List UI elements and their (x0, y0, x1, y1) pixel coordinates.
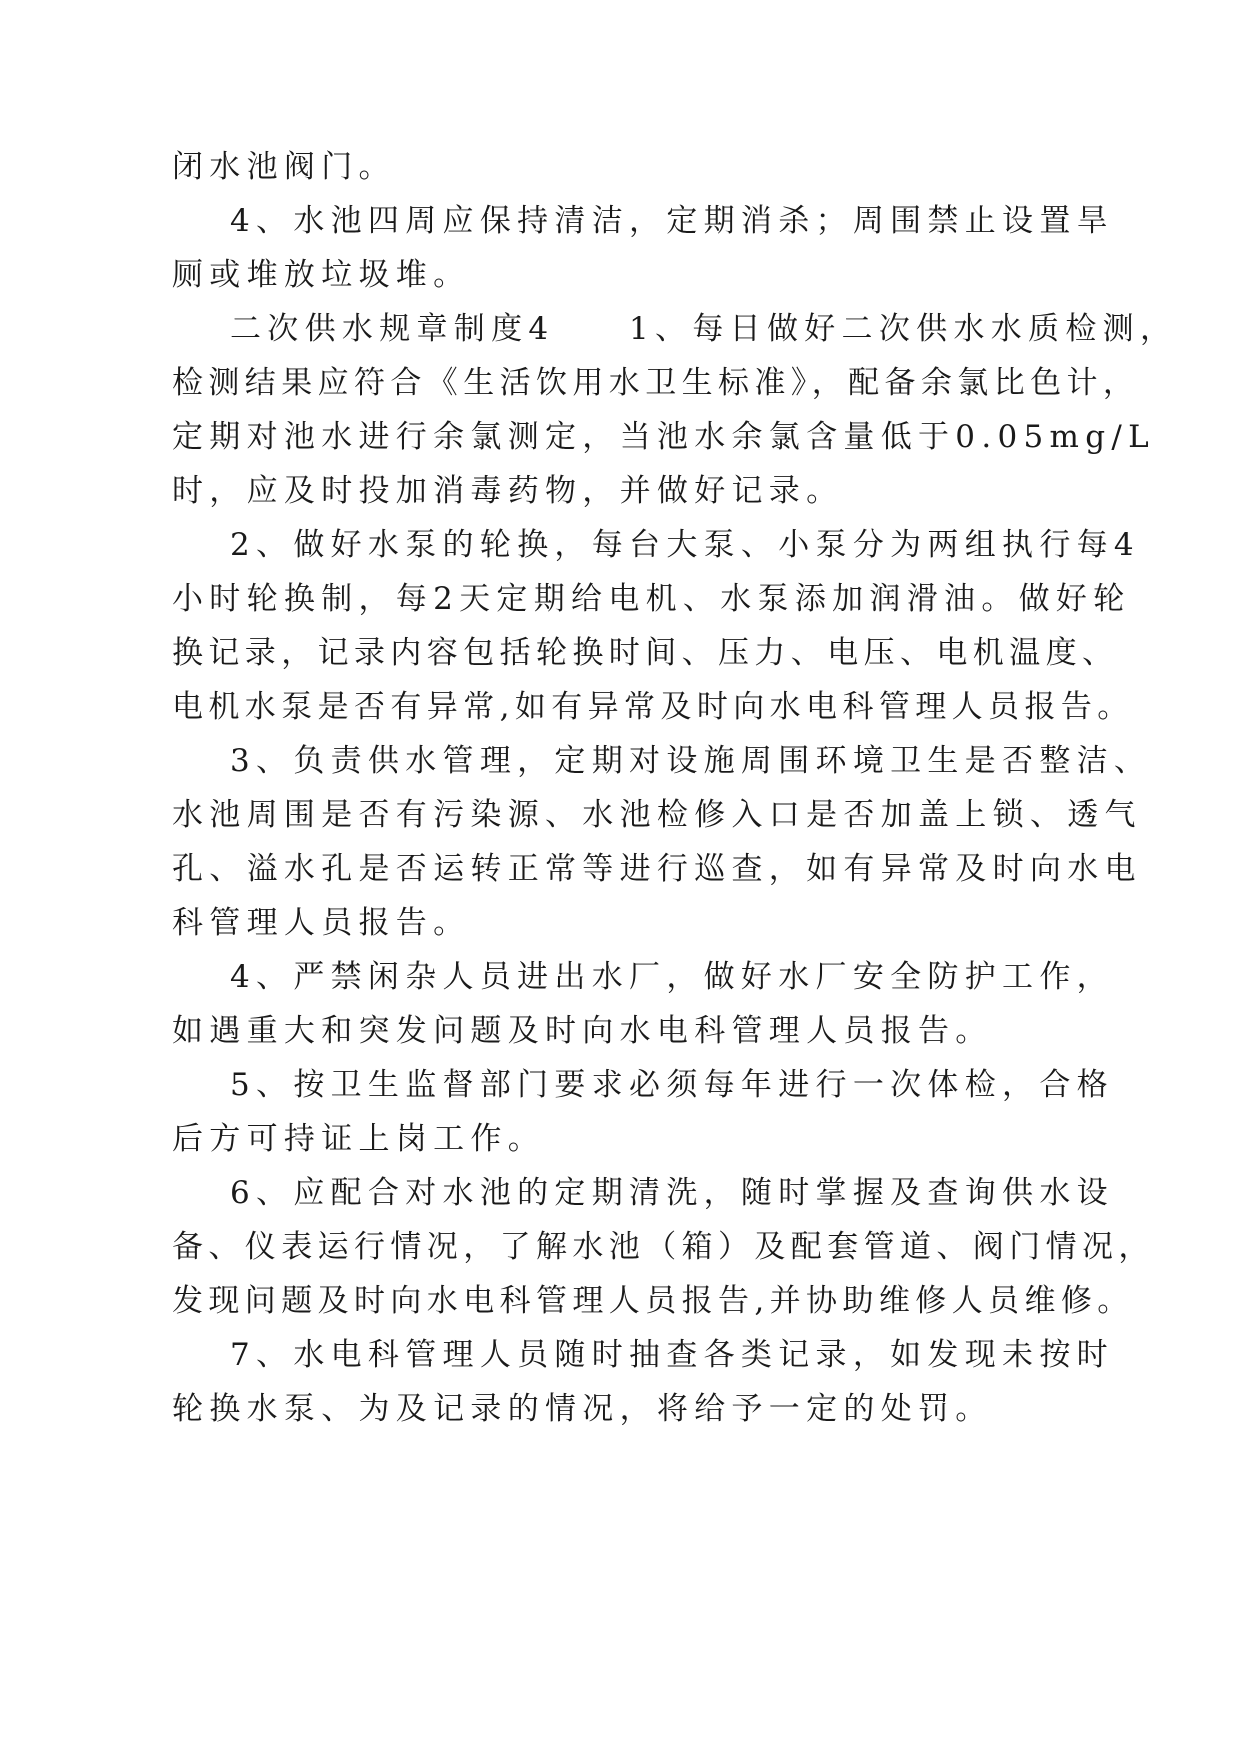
text-line: 3、负责供水管理，定期对设施周围环境卫生是否整洁、 (230, 743, 1152, 779)
text-line: 孔、溢水孔是否运转正常等进行巡查，如有异常及时向水电 (172, 851, 1142, 887)
text-line: 7、水电科管理人员随时抽查各类记录，如发现未按时 (230, 1337, 1114, 1373)
text-line: 6、应配合对水池的定期清洗，随时掌握及查询供水设 (230, 1175, 1114, 1211)
text-line: 后方可持证上岗工作。 (172, 1121, 545, 1157)
text-line: 备、仪表运行情况，了解水池（箱）及配套管道、阀门情况， (172, 1229, 1155, 1265)
text-line: 4、水池四周应保持清洁，定期消杀；周围禁止设置旱 (230, 203, 1114, 239)
text-line: 科管理人员报告。 (172, 905, 471, 941)
text-line: 时，应及时投加消毒药物，并做好记录。 (172, 473, 844, 509)
text-line: 5、按卫生监督部门要求必须每年进行一次体检，合格 (230, 1067, 1114, 1103)
text-line: 2、做好水泵的轮换，每台大泵、小泵分为两组执行每4 (230, 527, 1140, 563)
text-line: 检测结果应符合《生活饮用水卫生标准》，配备余氯比色计， (172, 365, 1140, 401)
text-line: 电机水泵是否有异常,如有异常及时向水电科管理人员报告。 (172, 689, 1134, 725)
text-line: 闭水池阀门。 (172, 149, 396, 185)
text-line: 定期对池水进行余氯测定，当池水余氯含量低于0.05mg/L (172, 419, 1155, 455)
text-line: 4、严禁闲杂人员进出水厂，做好水厂安全防护工作， (230, 959, 1114, 995)
text-line: 发现问题及时向水电科管理人员报告,并协助维修人员维修。 (172, 1283, 1134, 1319)
text-line: 水池周围是否有污染源、水池检修入口是否加盖上锁、透气 (172, 797, 1142, 833)
text-line: 小时轮换制，每2天定期给电机、水泵添加润滑油。做好轮 (172, 581, 1131, 617)
text-line: 如遇重大和突发问题及时向水电科管理人员报告。 (172, 1013, 993, 1049)
text-line: 厕或堆放垃圾堆。 (172, 257, 471, 293)
text-line: 二次供水规章制度4 1、每日做好二次供水水质检测， (230, 311, 1178, 347)
text-line: 换记录，记录内容包括轮换时间、压力、电压、电机温度、 (172, 635, 1119, 671)
text-line: 轮换水泵、为及记录的情况，将给予一定的处罚。 (172, 1391, 993, 1427)
